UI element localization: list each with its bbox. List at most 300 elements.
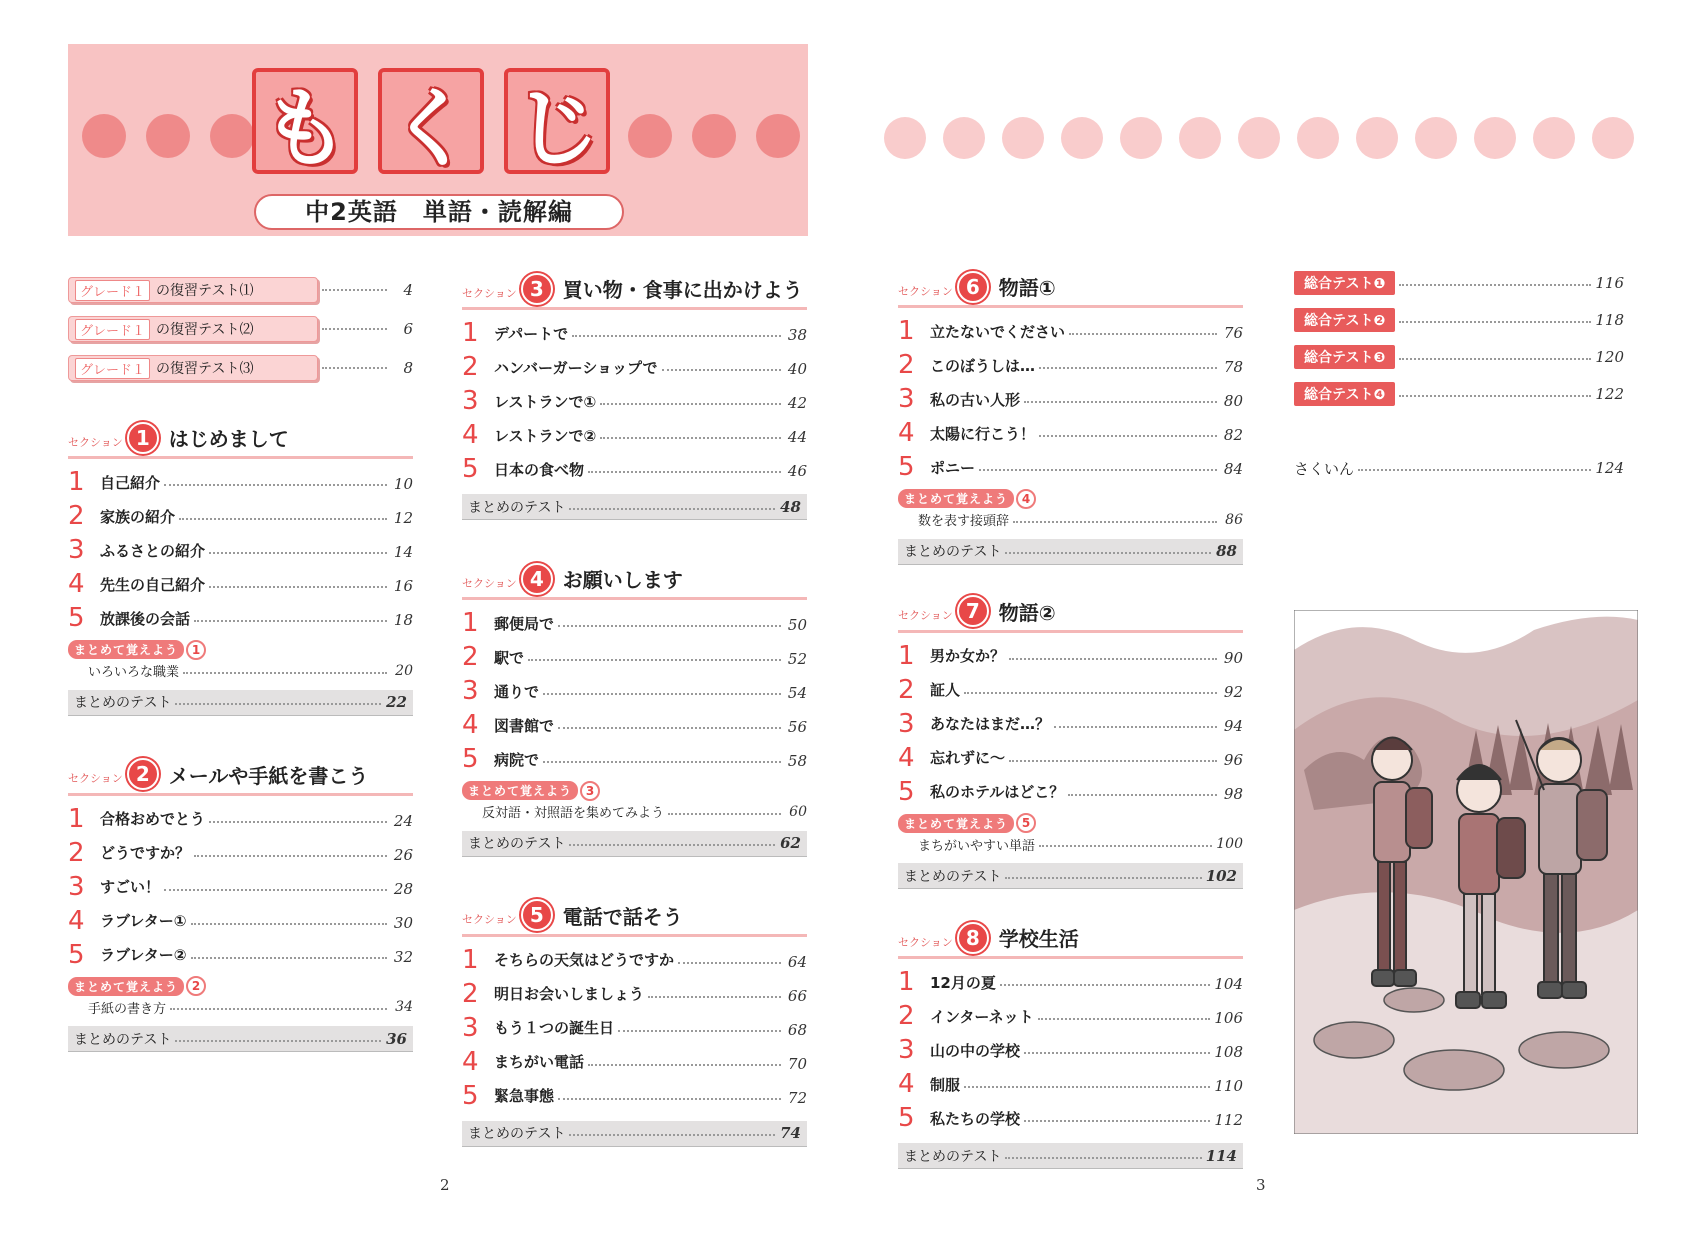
- summary-test-label: まとめのテスト: [904, 544, 1002, 560]
- dot-leader: [1069, 333, 1217, 335]
- lesson-title: 太陽に行こう！: [930, 424, 1036, 443]
- lesson-entry: [898, 1033, 1243, 1067]
- summary-vocab-label: まとめて覚えよう: [898, 814, 1014, 833]
- lesson-title: ハンバーガーショップで: [494, 358, 658, 377]
- dot-leader: [191, 957, 387, 959]
- lesson-title: どうですか？: [100, 844, 191, 862]
- page-number: 94: [1223, 716, 1243, 735]
- section-s6: [898, 268, 1243, 565]
- section-title: 買い物・食事に出かけよう: [562, 278, 803, 302]
- section-header: [898, 593, 1243, 633]
- summary-vocab-badge: [898, 489, 1036, 509]
- summary-test-entry: [462, 1121, 807, 1147]
- section-s3: [462, 270, 807, 520]
- section-header: [462, 897, 807, 937]
- page-number: 108: [1214, 1043, 1243, 1061]
- summary-test-label: まとめのテスト: [74, 695, 172, 711]
- dot-leader: [1358, 469, 1591, 471]
- dot-leader: [1399, 358, 1591, 360]
- lesson-number: 5: [898, 776, 915, 807]
- lesson-entry: [462, 316, 807, 350]
- page-number: 100: [1216, 836, 1243, 852]
- section-header: [462, 560, 807, 600]
- section-number-badge: 7: [957, 595, 989, 627]
- lesson-title: 図書館で: [494, 716, 555, 735]
- page-number-left: 2: [440, 1176, 450, 1194]
- dot-icon: [1474, 117, 1516, 159]
- summary-vocab-number: 1: [186, 640, 206, 660]
- lesson-number: 5: [462, 1080, 479, 1111]
- lesson-number: 5: [462, 744, 479, 774]
- lesson-number: 2: [68, 837, 85, 868]
- section-number-badge: 4: [521, 563, 553, 595]
- lesson-entry: [462, 384, 807, 418]
- decorative-dots-right-page: [884, 117, 1634, 159]
- summary-vocab-title: 反対語・対照語を集めてみよう: [482, 806, 665, 821]
- dot-leader: [1399, 284, 1591, 286]
- dot-leader: [1000, 984, 1210, 986]
- summary-test-label: まとめのテスト: [74, 1031, 172, 1048]
- comprehensive-test-entry: [1294, 381, 1624, 407]
- summary-vocab-block: [898, 813, 1243, 856]
- section-title: はじめまして: [168, 427, 289, 451]
- dot-icon: [1238, 117, 1280, 159]
- dot-leader: [588, 1064, 781, 1066]
- title-char: じ: [504, 68, 610, 174]
- dot-leader: [558, 625, 781, 627]
- review-test-entry: [68, 276, 413, 304]
- spacer: [462, 857, 807, 897]
- dot-leader: [209, 586, 387, 588]
- section-tag: セクション: [898, 609, 953, 622]
- lesson-title: レストランで②: [494, 426, 597, 445]
- summary-vocab-badge: [68, 976, 206, 996]
- review-test-title: の復習テスト⑴: [156, 283, 254, 299]
- review-test-label: [68, 277, 318, 303]
- lesson-title: 合格おめでとう: [100, 810, 206, 828]
- lesson-title: 明日お会いしましょう: [494, 985, 645, 1003]
- lesson-title: ふるさとの紹介: [100, 541, 206, 560]
- summary-vocab-number: 5: [1016, 813, 1036, 833]
- summary-vocab-badge: [898, 813, 1036, 833]
- dot-leader: [175, 1040, 381, 1042]
- toc-column-1: [68, 276, 413, 1052]
- lesson-entry: [68, 533, 413, 567]
- lesson-number: 2: [898, 350, 915, 380]
- page-number: 14: [393, 543, 413, 561]
- dot-leader: [1038, 1018, 1211, 1020]
- page-number: 60: [789, 803, 807, 820]
- lesson-entry: [462, 1045, 807, 1079]
- dot-leader: [1009, 760, 1217, 762]
- spacer: [68, 716, 413, 756]
- dot-leader: [1399, 321, 1591, 323]
- lesson-entry: [462, 640, 807, 674]
- summary-vocab-title: 手紙の書き方: [88, 1001, 167, 1017]
- lesson-number: 5: [68, 603, 85, 633]
- dot-leader: [1024, 401, 1217, 403]
- lesson-title: 証人: [930, 681, 961, 699]
- dot-leader: [1024, 1120, 1210, 1122]
- page-number: 46: [787, 462, 807, 480]
- lesson-title: ラブレター②: [100, 946, 187, 964]
- dot-leader: [194, 855, 387, 857]
- lesson-entry: [898, 1067, 1243, 1101]
- section-s2: [68, 756, 413, 1053]
- page-number: 16: [393, 577, 413, 595]
- lesson-number: 3: [462, 676, 479, 706]
- summary-test-label: まとめのテスト: [468, 499, 566, 516]
- dot-leader: [209, 821, 387, 823]
- lesson-title: このぼうしは…: [930, 356, 1036, 375]
- summary-test-entry: [462, 494, 807, 520]
- section-title: 学校生活: [998, 927, 1079, 951]
- lesson-number: 2: [462, 978, 479, 1009]
- page-number: 88: [1216, 542, 1237, 560]
- dot-icon: [756, 114, 800, 158]
- dot-icon: [1356, 117, 1398, 159]
- page-number: 78: [1223, 358, 1243, 376]
- dot-leader: [1005, 877, 1201, 879]
- decorative-dots-right: [628, 114, 800, 158]
- dot-icon: [1533, 117, 1575, 159]
- review-test-entry: [68, 315, 413, 343]
- lesson-title: 駅で: [494, 648, 525, 667]
- lesson-number: 4: [462, 710, 479, 740]
- lesson-title: 家族の紹介: [100, 507, 176, 526]
- dot-icon: [943, 117, 985, 159]
- lesson-entry: [462, 943, 807, 977]
- dot-leader: [194, 620, 387, 622]
- dot-leader: [179, 518, 387, 520]
- dot-leader: [678, 962, 781, 964]
- section-s5: [462, 897, 807, 1147]
- dot-leader: [662, 369, 781, 371]
- section-header: [898, 919, 1243, 959]
- lesson-title: 自己紹介: [100, 473, 161, 492]
- dot-leader: [600, 437, 781, 439]
- lesson-number: 3: [462, 386, 479, 416]
- page-number: 82: [1223, 426, 1243, 444]
- dot-leader: [569, 508, 775, 510]
- lesson-title: 先生の自己紹介: [100, 575, 206, 594]
- page-number: 102: [1205, 866, 1237, 885]
- lesson-entry: [462, 418, 807, 452]
- dot-leader: [170, 1008, 387, 1010]
- lesson-entry: [68, 802, 413, 836]
- page-number: 24: [393, 811, 413, 830]
- page-number: 34: [395, 999, 413, 1015]
- page-number: 120: [1595, 348, 1624, 366]
- summary-vocab-block: [898, 488, 1243, 531]
- dot-icon: [1179, 117, 1221, 159]
- book-subtitle: 中2英語 単語・読解編: [254, 194, 624, 230]
- page-number: 40: [787, 360, 807, 378]
- lesson-entry: [462, 1079, 807, 1113]
- dot-icon: [1297, 117, 1339, 159]
- page-number: 74: [780, 1124, 801, 1142]
- lesson-entry: [898, 348, 1243, 382]
- toc-column-2: [462, 270, 807, 1147]
- dot-leader: [1024, 1052, 1210, 1054]
- lesson-number: 5: [898, 452, 915, 482]
- page-number: 118: [1595, 311, 1624, 329]
- index-label: さくいん: [1294, 459, 1355, 478]
- page-number: 104: [1214, 975, 1243, 993]
- lesson-entry: [462, 350, 807, 384]
- page-number: 44: [787, 428, 807, 446]
- lesson-number: 3: [898, 384, 915, 414]
- dot-leader: [322, 289, 387, 291]
- section-header: [68, 756, 413, 796]
- summary-test-label: まとめのテスト: [468, 1126, 566, 1142]
- lesson-number: 4: [68, 569, 85, 599]
- lesson-title: デパートで: [494, 324, 569, 343]
- review-test-title: の復習テスト⑵: [156, 322, 254, 338]
- dot-leader: [569, 1134, 775, 1136]
- section-tag: セクション: [462, 913, 517, 926]
- spacer: [898, 889, 1243, 919]
- dot-leader: [618, 1030, 781, 1032]
- review-test-label: [68, 316, 318, 342]
- page-number: 84: [1223, 460, 1243, 478]
- summary-vocab-entry: [68, 996, 413, 1018]
- section-number-badge: 2: [127, 758, 159, 790]
- comprehensive-test-label: 総合テスト❸: [1294, 345, 1395, 369]
- summary-vocab-badge: [462, 781, 600, 801]
- summary-vocab-label: まとめて覚えよう: [462, 781, 578, 800]
- comprehensive-test-entry: [1294, 344, 1624, 370]
- lesson-number: 1: [898, 967, 915, 997]
- lesson-entry: [898, 673, 1243, 707]
- dot-leader: [322, 367, 387, 369]
- dot-icon: [692, 114, 736, 158]
- lesson-title: あなたはまだ…？: [930, 715, 1051, 733]
- dot-leader: [209, 552, 387, 554]
- spacer: [462, 520, 807, 560]
- page-number: 70: [787, 1054, 807, 1073]
- page-number: 80: [1223, 392, 1243, 410]
- page-number: 110: [1214, 1077, 1243, 1095]
- page-number: 106: [1214, 1009, 1243, 1027]
- grade-tag: グレード１: [75, 319, 150, 340]
- dot-leader: [543, 761, 781, 763]
- summary-vocab-number: 2: [186, 976, 206, 996]
- summary-vocab-label: まとめて覚えよう: [68, 640, 184, 659]
- page-number: 12: [393, 509, 413, 527]
- summary-test-entry: [898, 539, 1243, 565]
- lesson-entry: [68, 499, 413, 533]
- section-tag: セクション: [68, 772, 123, 785]
- page-title: [252, 68, 610, 179]
- section-header: [898, 268, 1243, 308]
- page-number: 114: [1205, 1146, 1237, 1165]
- page-number: 66: [787, 986, 807, 1005]
- dot-icon: [884, 117, 926, 159]
- summary-test-entry: [68, 1026, 413, 1052]
- dot-icon: [146, 114, 190, 158]
- page-number: 58: [787, 752, 807, 770]
- lesson-number: 1: [462, 608, 479, 638]
- lesson-number: 1: [462, 944, 479, 975]
- comprehensive-test-label: 総合テスト❷: [1294, 308, 1395, 332]
- lesson-number: 1: [68, 803, 85, 834]
- comprehensive-test-entry: [1294, 270, 1624, 296]
- summary-vocab-block: [68, 639, 413, 682]
- lesson-number: 2: [462, 352, 479, 382]
- lesson-title: すごい！: [100, 878, 161, 896]
- page-number: 8: [403, 359, 413, 377]
- summary-vocab-number: 3: [580, 781, 600, 801]
- section-number-badge: 5: [521, 899, 553, 931]
- section-title: メールや手紙を書こう: [168, 763, 369, 788]
- lesson-title: まちがい電話: [494, 1053, 585, 1071]
- lesson-number: 5: [68, 939, 85, 970]
- summary-vocab-block: [68, 976, 413, 1019]
- page-number: 90: [1223, 648, 1243, 667]
- summary-vocab-title: いろいろな職業: [88, 665, 180, 680]
- lesson-entry: [898, 450, 1243, 484]
- lesson-number: 2: [898, 674, 915, 705]
- page-number: 26: [393, 845, 413, 864]
- lesson-number: 1: [68, 467, 85, 497]
- lesson-number: 3: [898, 1035, 915, 1065]
- page-number: 64: [787, 952, 807, 971]
- section-number-badge: 6: [957, 271, 989, 303]
- lesson-title: 立たないでください: [930, 322, 1066, 341]
- lesson-entry: [898, 416, 1243, 450]
- section-tag: セクション: [68, 435, 123, 449]
- summary-vocab-entry: [68, 660, 413, 682]
- dot-leader: [648, 996, 781, 998]
- dot-leader: [569, 844, 775, 846]
- dot-icon: [1592, 117, 1634, 159]
- summary-test-label: まとめのテスト: [904, 868, 1002, 885]
- section-number-badge: 3: [521, 273, 553, 305]
- lesson-number: 3: [462, 1012, 479, 1043]
- page-number: 28: [393, 879, 413, 898]
- lesson-number: 4: [462, 420, 479, 450]
- section-header: [68, 419, 413, 459]
- lesson-entry: [898, 1101, 1243, 1135]
- summary-vocab-entry: [898, 833, 1243, 855]
- lesson-entry: [68, 938, 413, 972]
- dot-leader: [164, 889, 387, 891]
- page-number: 22: [386, 693, 407, 711]
- lesson-entry: [68, 836, 413, 870]
- dot-icon: [82, 114, 126, 158]
- summary-vocab-block: [462, 780, 807, 823]
- lesson-number: 3: [68, 535, 85, 565]
- summary-test-label: まとめのテスト: [468, 836, 566, 852]
- lesson-entry: [68, 567, 413, 601]
- section-title: お願いします: [562, 568, 683, 592]
- page-number: 96: [1223, 750, 1243, 769]
- lesson-entry: [898, 999, 1243, 1033]
- lesson-entry: [68, 465, 413, 499]
- page-number: 98: [1223, 784, 1243, 803]
- section-title: 物語②: [998, 600, 1056, 625]
- lesson-title: 12月の夏: [930, 973, 996, 992]
- page-number: 6: [403, 320, 413, 338]
- dot-icon: [628, 114, 672, 158]
- lesson-entry: [68, 601, 413, 635]
- lesson-number: 4: [898, 1069, 915, 1099]
- lesson-number: 4: [462, 1046, 479, 1077]
- dot-leader: [588, 471, 781, 473]
- lesson-entry: [898, 741, 1243, 775]
- summary-vocab-badge: [68, 640, 206, 660]
- dot-leader: [1013, 521, 1217, 523]
- page-number-right: 3: [1256, 1176, 1266, 1194]
- page-number: 116: [1595, 274, 1624, 292]
- page-number: 4: [403, 281, 413, 299]
- page-number: 50: [787, 616, 807, 634]
- lesson-title: 私のホテルはどこ？: [930, 783, 1065, 801]
- lesson-title: 通りで: [494, 682, 540, 701]
- summary-test-label: まとめのテスト: [904, 1148, 1002, 1165]
- page-number: 48: [780, 497, 801, 516]
- dot-leader: [1005, 1157, 1201, 1159]
- section-tag: セクション: [898, 935, 953, 949]
- lesson-entry: [462, 977, 807, 1011]
- lesson-title: 私の古い人形: [930, 390, 1021, 409]
- lesson-entry: [898, 965, 1243, 999]
- dot-icon: [210, 114, 254, 158]
- lesson-title: そちらの天気はどうですか: [494, 951, 675, 969]
- section-title: 物語①: [998, 276, 1056, 300]
- dot-leader: [1039, 367, 1217, 369]
- review-test-entry: [68, 354, 413, 382]
- section-tag: セクション: [898, 284, 953, 298]
- lesson-title: もう１つの誕生日: [494, 1019, 615, 1037]
- lesson-title: 病院で: [494, 750, 540, 769]
- page-number: 36: [386, 1029, 407, 1048]
- lesson-title: ポニー: [930, 458, 976, 477]
- lesson-number: 4: [898, 418, 915, 448]
- page-number: 124: [1595, 459, 1624, 477]
- dot-leader: [1068, 794, 1217, 796]
- dot-leader: [964, 1086, 1210, 1088]
- lesson-title: 放課後の会話: [100, 609, 191, 628]
- dot-leader: [528, 659, 781, 661]
- section-number-badge: 1: [127, 422, 159, 454]
- lesson-entry: [462, 708, 807, 742]
- dot-leader: [600, 403, 781, 405]
- summary-test-entry: [898, 1143, 1243, 1169]
- lesson-title: 日本の食べ物: [494, 460, 585, 479]
- page-number: 76: [1223, 324, 1243, 342]
- lesson-entry: [462, 452, 807, 486]
- title-char: も: [252, 68, 358, 174]
- comprehensive-test-label: 総合テスト❹: [1294, 382, 1395, 406]
- lesson-number: 1: [462, 318, 479, 348]
- section-number-badge: 8: [957, 922, 989, 954]
- lesson-title: インターネット: [930, 1007, 1034, 1026]
- lesson-number: 3: [898, 708, 915, 739]
- page-number: 30: [393, 913, 413, 932]
- summary-vocab-label: まとめて覚えよう: [68, 977, 184, 996]
- page-number: 86: [1225, 511, 1243, 528]
- grade-tag: グレード１: [75, 280, 150, 301]
- page-number: 72: [787, 1088, 807, 1107]
- section-title: 電話で話そう: [562, 904, 683, 929]
- summary-vocab-title: 数を表す接頭辞: [918, 514, 1010, 529]
- lesson-title: 忘れずに～: [930, 749, 1006, 767]
- dot-leader: [572, 335, 781, 337]
- lesson-entry: [898, 314, 1243, 348]
- page-number: 56: [787, 718, 807, 736]
